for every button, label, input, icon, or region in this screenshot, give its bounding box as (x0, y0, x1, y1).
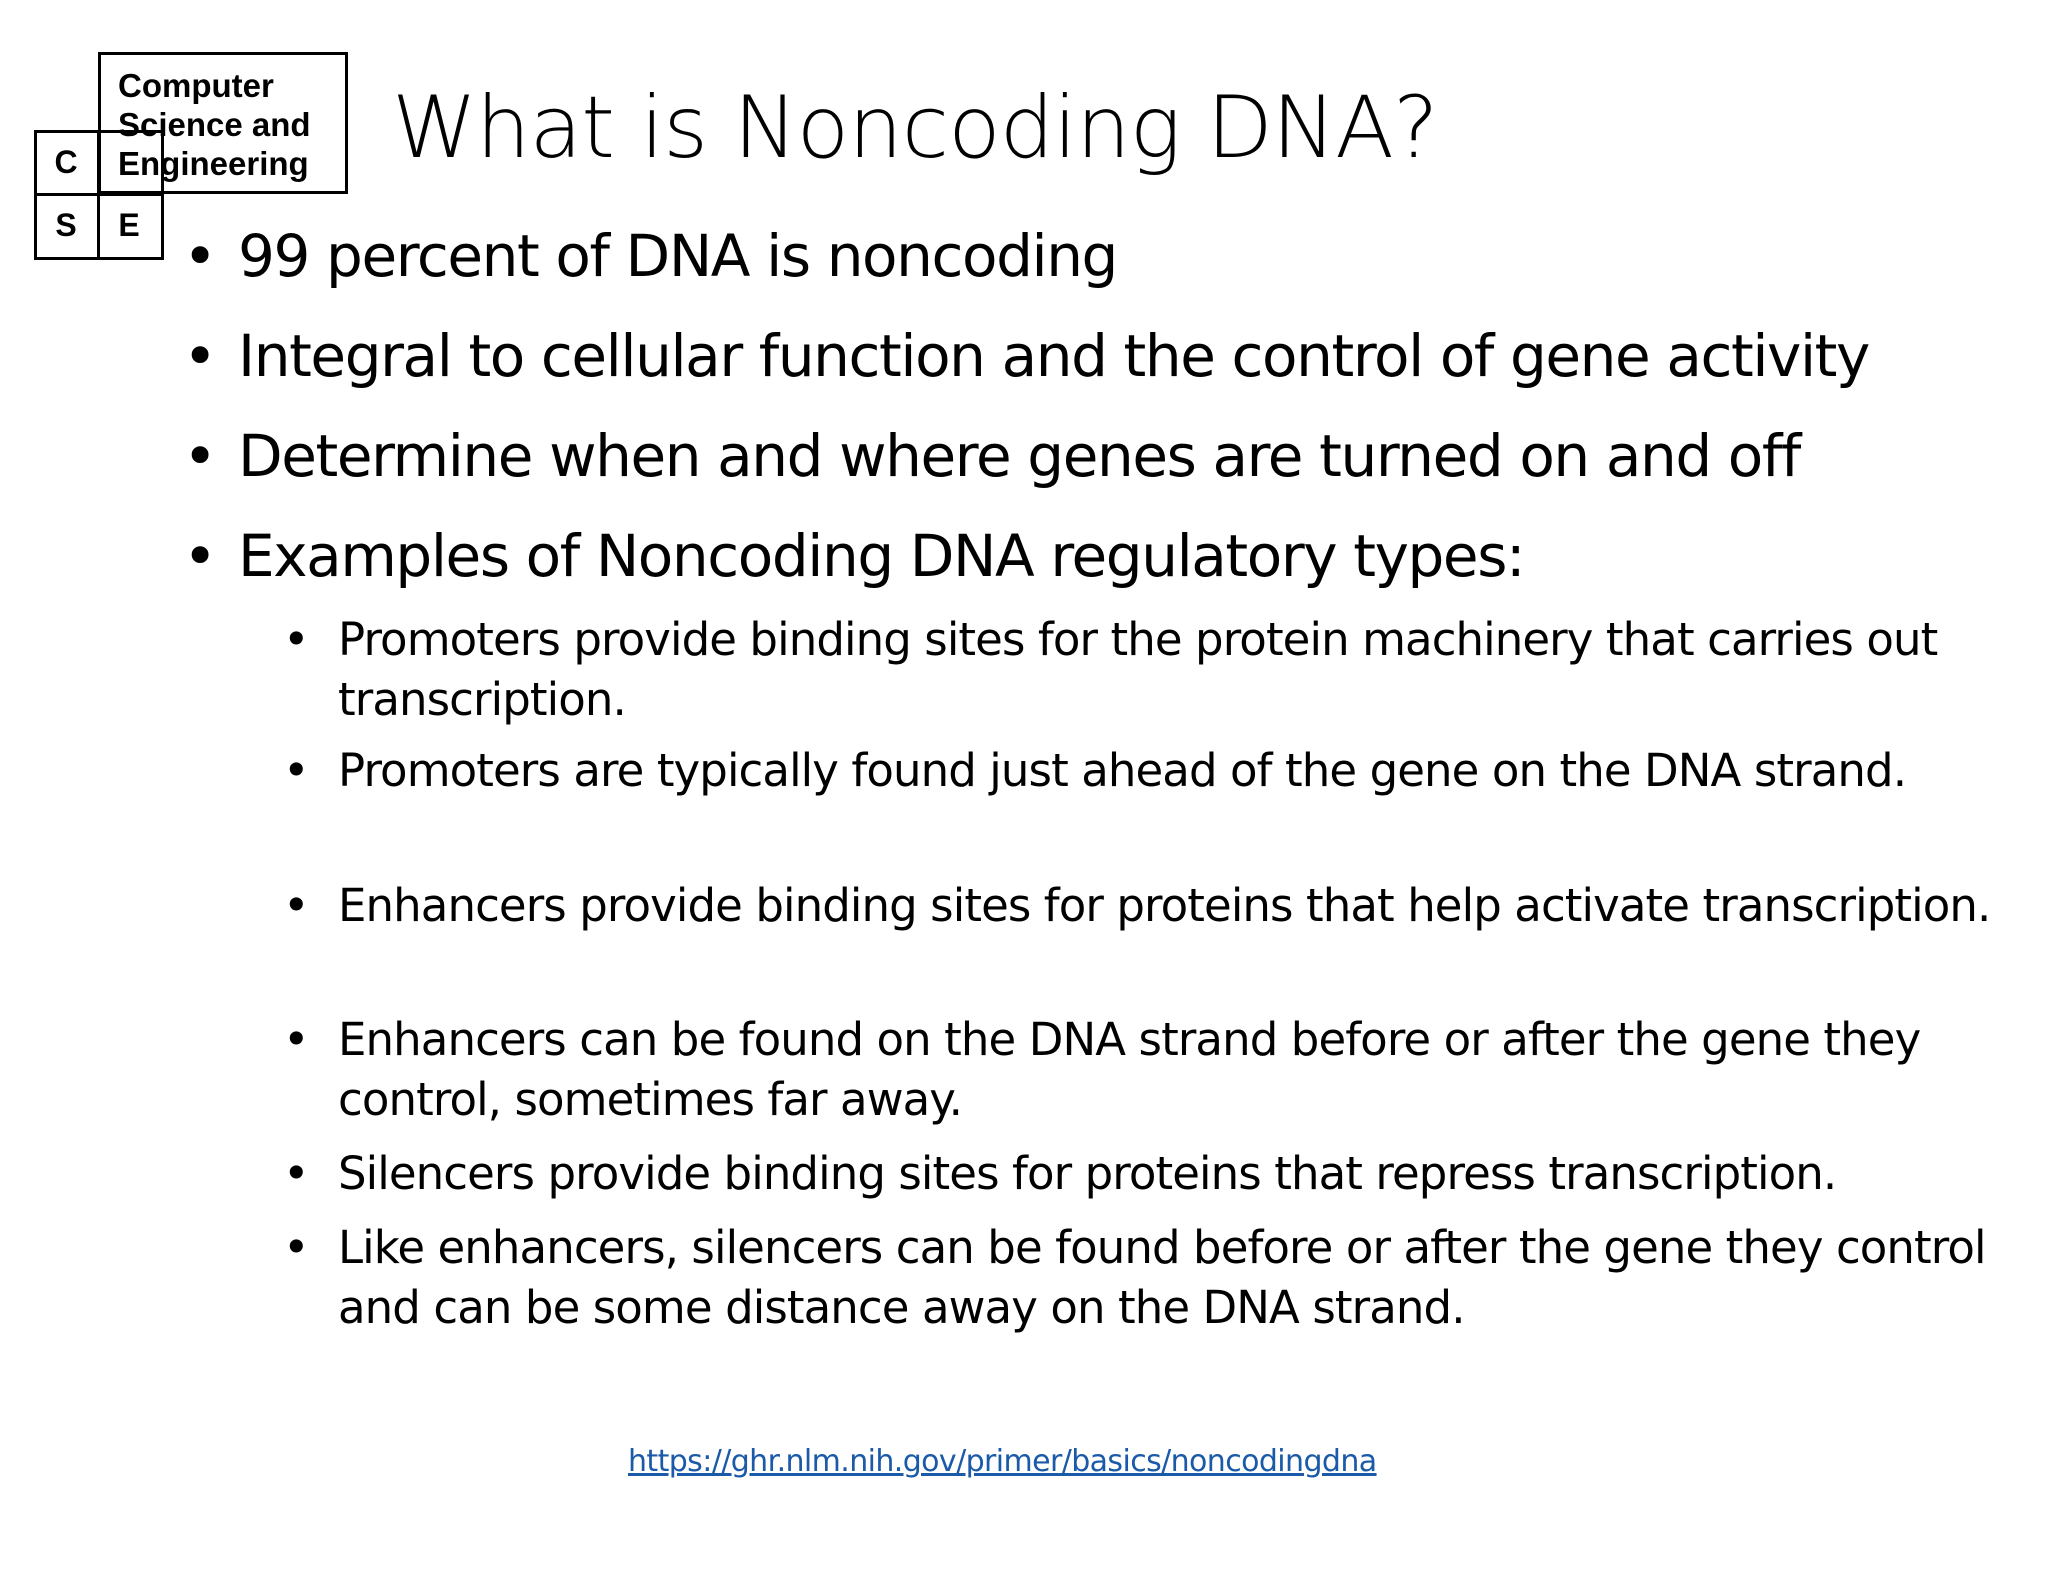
sub-bullet-dot: • (283, 1013, 310, 1066)
logo-word-computer: Computer (118, 67, 274, 104)
logo-word-engineering: Engineering (118, 145, 309, 182)
sub-bullet-dot: • (283, 1221, 310, 1274)
sub-bullet-dot: • (283, 879, 310, 932)
sub-bullet-text: Promoters provide binding sites for the protein machinery that carries out transcription. (338, 613, 1938, 726)
sub-bullet-dot: • (283, 613, 310, 666)
sub-bullet-text: Enhancers provide binding sites for proteins that help activate transcription. (338, 879, 1991, 932)
bullet-text: Integral to cellular function and the control of gene activity (238, 322, 1869, 390)
sub-bullet-text: Enhancers can be found on the DNA strand before or after the gene they control, sometimes far away. (338, 1013, 1921, 1126)
bullet-dot: • (183, 222, 218, 290)
logo-letter-c: C (54, 144, 78, 180)
logo-divider-horizontal (34, 193, 164, 196)
bullet-text: Determine when and where genes are turned on and off (238, 422, 1800, 490)
logo-letter-e: E (118, 207, 140, 243)
bullet-dot: • (183, 422, 218, 490)
sub-bullet-dot: • (283, 1147, 310, 1200)
logo-letter-s: S (55, 207, 77, 243)
bullet-dot: • (183, 522, 218, 590)
source-link[interactable]: https://ghr.nlm.nih.gov/primer/basics/noncodingdna (628, 1444, 1377, 1479)
sub-bullet-text: Like enhancers, silencers can be found before or after the gene they control and can be some distance away on the DNA strand. (338, 1221, 1986, 1334)
slide-title: What is Noncoding DNA? (392, 78, 1438, 178)
sub-bullet-text: Promoters are typically found just ahead of the gene on the DNA strand. (338, 744, 1907, 797)
logo-wordmark (118, 66, 311, 183)
bullet-dot: • (183, 322, 218, 390)
logo-word-science: Science and (118, 106, 311, 143)
sub-bullet-text: Silencers provide binding sites for proteins that repress transcription. (338, 1147, 1837, 1200)
sub-bullet-dot: • (283, 744, 310, 797)
bullet-text: Examples of Noncoding DNA regulatory types: (238, 522, 1525, 590)
bullet-text: 99 percent of DNA is noncoding (238, 222, 1117, 290)
